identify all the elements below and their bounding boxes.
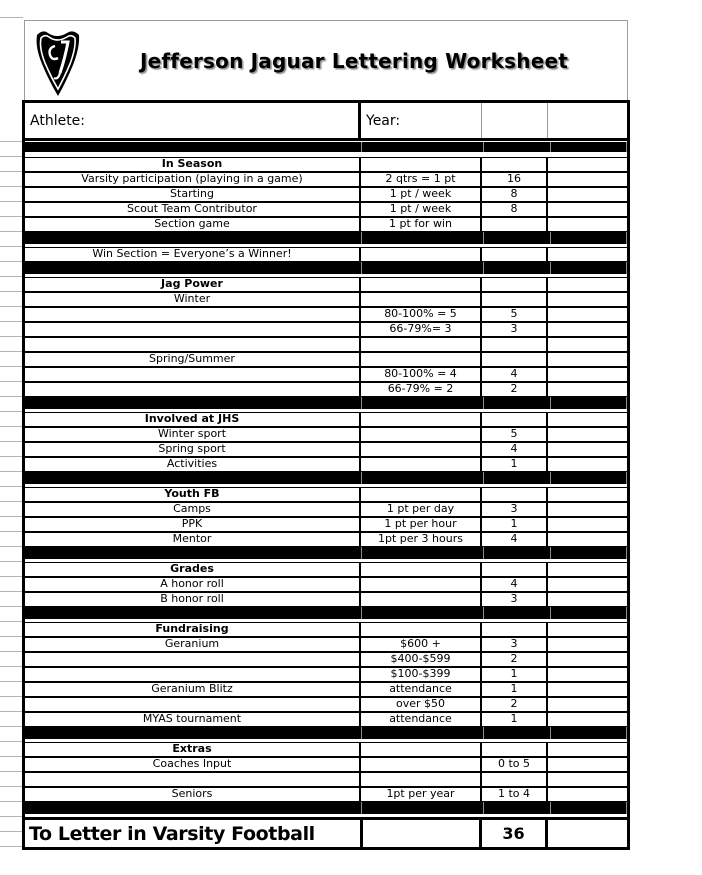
earned-cell[interactable] — [548, 533, 627, 546]
criteria-cell — [361, 773, 482, 786]
earned-cell[interactable] — [548, 458, 627, 471]
separator-bar-segment — [551, 472, 627, 484]
activity-cell: B honor roll — [25, 593, 361, 606]
margin-gridline — [0, 17, 23, 18]
points-cell — [482, 293, 548, 306]
criteria-cell: 1 pt / week — [361, 188, 482, 201]
earned-cell[interactable] — [548, 428, 627, 441]
earned-cell[interactable] — [548, 518, 627, 531]
table-row — [25, 172, 627, 187]
separator-bar-segment — [25, 142, 362, 152]
criteria-cell — [361, 248, 482, 261]
criteria-cell — [361, 623, 482, 636]
activity-cell: Seniors — [25, 788, 361, 801]
table-row — [25, 367, 627, 382]
earned-cell[interactable] — [548, 623, 627, 636]
points-cell — [482, 218, 548, 231]
athlete-label: Athlete: — [30, 112, 86, 129]
points-cell: 1 — [482, 458, 548, 471]
earned-cell[interactable] — [548, 683, 627, 696]
required-total: 36 — [482, 820, 548, 847]
earned-cell[interactable] — [548, 758, 627, 771]
section-separator-bar — [25, 141, 627, 157]
earned-cell[interactable] — [548, 338, 627, 351]
earned-cell[interactable] — [548, 698, 627, 711]
section-title-cell: Youth FB — [25, 488, 361, 501]
separator-bar-segment — [484, 547, 551, 559]
activity-cell: Activities — [25, 458, 361, 471]
points-cell: 4 — [482, 533, 548, 546]
separator-bar-segment — [362, 262, 484, 274]
points-cell: 8 — [482, 188, 548, 201]
rows — [25, 141, 627, 817]
table-row — [25, 202, 627, 217]
earned-cell[interactable] — [548, 218, 627, 231]
year-label: Year: — [366, 112, 401, 129]
earned-cell[interactable] — [548, 293, 627, 306]
points-cell: 3 — [482, 503, 548, 516]
activity-cell: Spring sport — [25, 443, 361, 456]
criteria-cell: over $50 — [361, 698, 482, 711]
points-cell: 3 — [482, 638, 548, 651]
earned-cell[interactable] — [548, 503, 627, 516]
section-separator-bar — [25, 397, 627, 412]
section-title-cell: Involved at JHS — [25, 413, 361, 426]
activity-cell — [25, 653, 361, 666]
separator-bar-segment — [25, 727, 362, 739]
earned-cell[interactable] — [548, 173, 627, 186]
points-cell: 8 — [482, 203, 548, 216]
section-title-cell: Jag Power — [25, 278, 361, 291]
section-header-row — [25, 412, 627, 427]
table-row — [25, 382, 627, 397]
section-title-cell: In Season — [25, 158, 361, 171]
earned-cell[interactable] — [548, 368, 627, 381]
activity-cell: Starting — [25, 188, 361, 201]
criteria-cell: 66-79%= 3 — [361, 323, 482, 336]
criteria-cell: 1 pt for win — [361, 218, 482, 231]
criteria-cell: attendance — [361, 713, 482, 726]
separator-bar-segment — [25, 397, 362, 409]
separator-bar-segment — [362, 142, 484, 152]
criteria-cell: 1 pt per hour — [361, 518, 482, 531]
earned-cell[interactable] — [548, 383, 627, 396]
earned-cell[interactable] — [548, 668, 627, 681]
separator-bar-segment — [484, 142, 551, 152]
table-row — [25, 577, 627, 592]
points-cell — [482, 563, 548, 576]
separator-bar-segment — [362, 232, 484, 244]
earned-cell[interactable] — [548, 593, 627, 606]
table-row — [25, 322, 627, 337]
section-header-row — [25, 622, 627, 637]
section-title-cell: Grades — [25, 563, 361, 576]
activity-cell — [25, 668, 361, 681]
activity-cell: Camps — [25, 503, 361, 516]
points-cell: 2 — [482, 653, 548, 666]
points-cell: 16 — [482, 173, 548, 186]
activity-cell: A honor roll — [25, 578, 361, 591]
criteria-cell — [361, 353, 482, 366]
page-title: Jefferson Jaguar Lettering Worksheet — [139, 48, 568, 73]
criteria-cell — [361, 578, 482, 591]
table-row — [25, 772, 627, 787]
section-separator-bar — [25, 802, 627, 817]
activity-cell — [25, 338, 361, 351]
section-header-row — [25, 562, 627, 577]
points-cell: 4 — [482, 578, 548, 591]
criteria-cell — [361, 293, 482, 306]
separator-bar-segment — [484, 802, 551, 814]
table-row — [25, 697, 627, 712]
points-cell: 0 to 5 — [482, 758, 548, 771]
athlete-year-row — [25, 103, 627, 141]
section-separator-bar — [25, 727, 627, 742]
points-cell — [482, 623, 548, 636]
separator-bar-segment — [551, 802, 627, 814]
section-separator-bar — [25, 547, 627, 562]
table-row — [25, 682, 627, 697]
criteria-cell: 80-100% = 4 — [361, 368, 482, 381]
separator-bar-segment — [25, 262, 362, 274]
activity-cell — [25, 368, 361, 381]
criteria-cell — [361, 428, 482, 441]
points-cell: 4 — [482, 368, 548, 381]
points-cell — [482, 488, 548, 501]
criteria-cell: $400-$599 — [361, 653, 482, 666]
criteria-cell: 80-100% = 5 — [361, 308, 482, 321]
points-cell: 1 — [482, 713, 548, 726]
criteria-cell — [361, 563, 482, 576]
activity-cell: Coaches Input — [25, 758, 361, 771]
earned-cell[interactable] — [548, 773, 627, 786]
table-row — [25, 307, 627, 322]
section-header-row — [25, 277, 627, 292]
table-row — [25, 592, 627, 607]
points-cell: 3 — [482, 593, 548, 606]
section-header-row — [25, 742, 627, 757]
activity-cell: Mentor — [25, 533, 361, 546]
separator-bar-segment — [25, 547, 362, 559]
table-row — [25, 667, 627, 682]
separator-bar-segment — [484, 397, 551, 409]
activity-cell: MYAS tournament — [25, 713, 361, 726]
total-row — [25, 817, 627, 847]
earned-cell[interactable] — [548, 158, 627, 171]
earned-cell[interactable] — [548, 353, 627, 366]
criteria-cell: 1pt per 3 hours — [361, 533, 482, 546]
separator-bar-segment — [25, 607, 362, 619]
activity-cell — [25, 773, 361, 786]
table-row — [25, 502, 627, 517]
criteria-cell: $600 + — [361, 638, 482, 651]
points-cell: 1 — [482, 683, 548, 696]
points-cell — [482, 338, 548, 351]
activity-cell: Scout Team Contributor — [25, 203, 361, 216]
points-cell: 1 — [482, 518, 548, 531]
separator-bar-segment — [362, 547, 484, 559]
section-title-cell: Fundraising — [25, 623, 361, 636]
earned-cell[interactable] — [548, 563, 627, 576]
criteria-cell — [361, 488, 482, 501]
earned-cell[interactable] — [548, 788, 627, 801]
earned-cell[interactable] — [548, 188, 627, 201]
points-cell: 5 — [482, 308, 548, 321]
points-cell — [482, 773, 548, 786]
blank-cell — [548, 103, 627, 138]
footer-label: To Letter in Varsity Football — [25, 820, 363, 847]
criteria-cell: 2 qtrs = 1 pt — [361, 173, 482, 186]
earned-cell[interactable] — [548, 248, 627, 261]
activity-cell: Section game — [25, 218, 361, 231]
criteria-cell: 1 pt per day — [361, 503, 482, 516]
separator-bar-segment — [362, 727, 484, 739]
section-header-row — [25, 487, 627, 502]
criteria-cell: $100-$399 — [361, 668, 482, 681]
worksheet-header — [24, 20, 628, 101]
separator-bar-segment — [551, 547, 627, 559]
table-row — [25, 712, 627, 727]
criteria-cell — [361, 413, 482, 426]
points-cell: 2 — [482, 383, 548, 396]
activity-cell: PPK — [25, 518, 361, 531]
points-cell: 4 — [482, 443, 548, 456]
separator-bar-segment — [25, 472, 362, 484]
table-row — [25, 217, 627, 232]
activity-cell: Geranium Blitz — [25, 683, 361, 696]
criteria-cell — [361, 743, 482, 756]
separator-bar-segment — [25, 802, 362, 814]
section-separator-bar — [25, 607, 627, 622]
section-header-row — [25, 157, 627, 172]
separator-bar-segment — [362, 607, 484, 619]
points-cell: 3 — [482, 323, 548, 336]
separator-bar-segment — [484, 727, 551, 739]
points-cell: 5 — [482, 428, 548, 441]
points-cell: 2 — [482, 698, 548, 711]
points-cell: 1 — [482, 668, 548, 681]
criteria-cell — [361, 593, 482, 606]
table-row — [25, 532, 627, 547]
separator-bar-segment — [551, 142, 627, 152]
table-row — [25, 517, 627, 532]
points-cell — [482, 278, 548, 291]
earned-cell[interactable] — [548, 203, 627, 216]
table-row — [25, 442, 627, 457]
earned-cell[interactable] — [548, 743, 627, 756]
separator-bar-segment — [362, 397, 484, 409]
criteria-cell — [361, 458, 482, 471]
separator-bar-segment — [362, 802, 484, 814]
table-row — [25, 787, 627, 802]
criteria-cell — [361, 158, 482, 171]
earned-cell[interactable] — [548, 278, 627, 291]
earned-cell[interactable] — [548, 443, 627, 456]
separator-bar-segment — [551, 397, 627, 409]
criteria-cell: 1pt per year — [361, 788, 482, 801]
earned-cell[interactable] — [548, 713, 627, 726]
separator-bar-segment — [484, 232, 551, 244]
activity-cell — [25, 323, 361, 336]
points-cell: 1 to 4 — [482, 788, 548, 801]
separator-bar-segment — [551, 727, 627, 739]
activity-cell: Winter — [25, 293, 361, 306]
criteria-cell — [361, 443, 482, 456]
table-row — [25, 757, 627, 772]
activity-cell: Winter sport — [25, 428, 361, 441]
table-row — [25, 427, 627, 442]
earned-cell[interactable] — [548, 323, 627, 336]
blank-cell — [363, 820, 482, 847]
separator-bar-segment — [551, 607, 627, 619]
points-cell — [482, 248, 548, 261]
separator-bar-segment — [484, 607, 551, 619]
earned-cell[interactable] — [548, 308, 627, 321]
points-cell — [482, 353, 548, 366]
section-separator-bar — [25, 232, 627, 247]
activity-cell — [25, 308, 361, 321]
criteria-cell — [361, 278, 482, 291]
table-row — [25, 457, 627, 472]
activity-cell — [25, 383, 361, 396]
points-cell — [482, 743, 548, 756]
blank-cell — [482, 103, 548, 138]
separator-bar-segment — [484, 262, 551, 274]
activity-cell: Win Section = Everyone’s a Winner! — [25, 248, 361, 261]
earned-cell[interactable] — [548, 578, 627, 591]
table-row — [25, 187, 627, 202]
table-row — [25, 337, 627, 352]
activity-cell — [25, 698, 361, 711]
table-row — [25, 247, 627, 262]
table-row — [25, 637, 627, 652]
athlete-input-area[interactable] — [85, 103, 358, 138]
earned-cell[interactable] — [548, 413, 627, 426]
year-input-area[interactable] — [400, 103, 481, 138]
section-separator-bar — [25, 472, 627, 487]
earned-cell[interactable] — [548, 653, 627, 666]
activity-cell: Spring/Summer — [25, 353, 361, 366]
criteria-cell: 1 pt / week — [361, 203, 482, 216]
criteria-cell: 66-79% = 2 — [361, 383, 482, 396]
jaguar-logo-icon — [34, 27, 82, 99]
separator-bar-segment — [551, 262, 627, 274]
activity-cell: Geranium — [25, 638, 361, 651]
table-row — [25, 292, 627, 307]
points-cell — [482, 158, 548, 171]
earned-total-cell[interactable] — [548, 820, 627, 847]
spreadsheet-margin-gridlines — [0, 141, 22, 851]
criteria-cell — [361, 338, 482, 351]
points-cell — [482, 413, 548, 426]
separator-bar-segment — [362, 472, 484, 484]
separator-bar-segment — [25, 232, 362, 244]
lettering-table — [22, 100, 630, 850]
earned-cell[interactable] — [548, 488, 627, 501]
table-row — [25, 652, 627, 667]
section-title-cell: Extras — [25, 743, 361, 756]
criteria-cell — [361, 758, 482, 771]
separator-bar-segment — [484, 472, 551, 484]
criteria-cell: attendance — [361, 683, 482, 696]
table-row — [25, 352, 627, 367]
activity-cell: Varsity participation (playing in a game) — [25, 173, 361, 186]
earned-cell[interactable] — [548, 638, 627, 651]
separator-bar-segment — [551, 232, 627, 244]
section-separator-bar — [25, 262, 627, 277]
